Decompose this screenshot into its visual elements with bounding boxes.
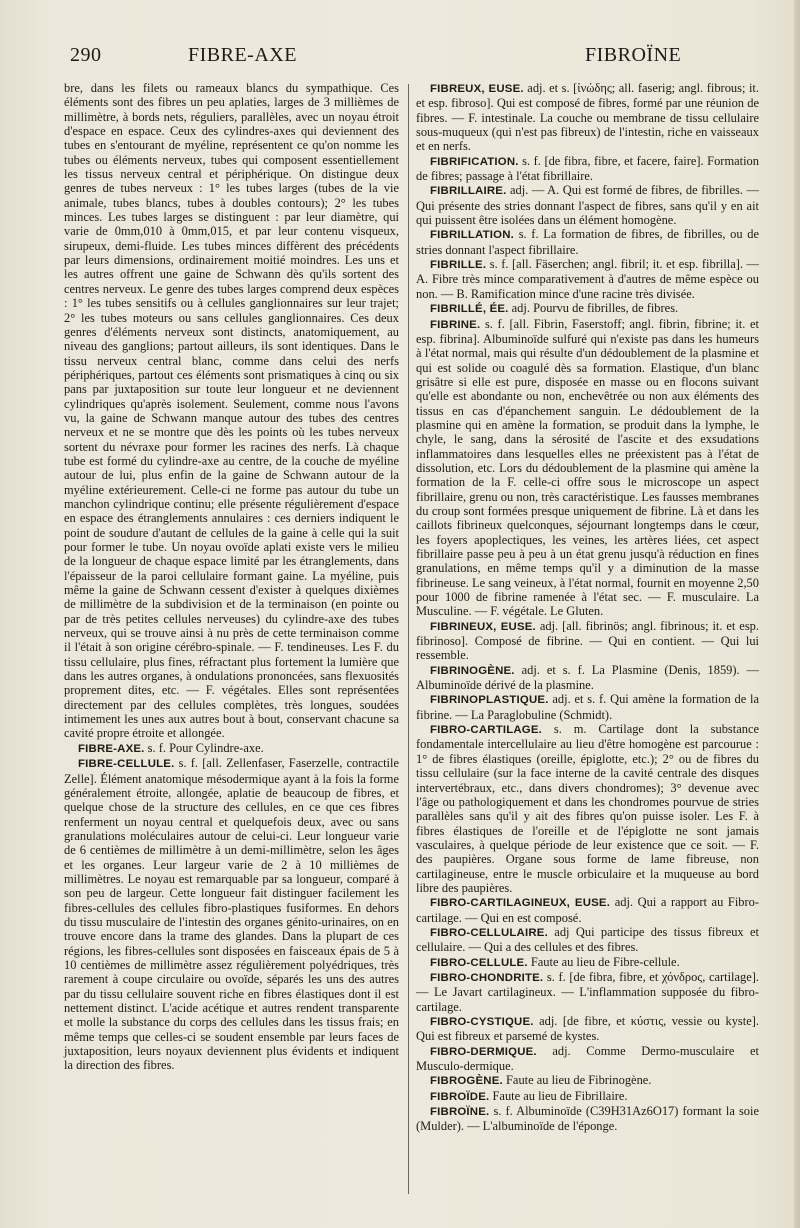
headword: FIBRILLAIRE. (430, 185, 507, 198)
entry-fibrine: FIBRINE. s. f. [all. Fibrin, Faserstoff; angl. fibrin, fibrine; it. et esp. fibrina]. Albuminoïde sulfuré qui n'existe pas dans les humeurs à l'état normal, mais qui résulte d'un dédoublement de la plasmine et qui est solide ou coagulé dès sa formation. Elastique, d'un blanc grisâtre si elle est pure, disposée en masse ou en flocons suivant qu'elle est abondante ou non, enchevêtrée ou non aux éléments des tissus en cas d'épanchement sanguin. Le dédoublement de la plasmine qui en amène la formation, se produit dans la lymphe, le chyle, le sang, dans la sérosité de l'ascite et des exsudations inflammatoires dans lesquelles elles ne préexistent pas à l'état de dissolution, etc. Lors du dédoublement de la plasmine qui amène la formation de la F. celle-ci offre sous le microscope un aspect fibrillaire, grenu ou non, très caractéristique. Les fausses membranes du croup sont formées presque uniquement de fibrine. Là et dans les caillots fibrineux quelconques, séjournant longtemps dans le cœur, les foyers apoplectiques, les veines, les artères liées, cet aspect fibrillaire passe peu à peu à un état grenu jusqu'à réduction en fines granulations, en même temps qu'il y a diminution de la masse fibrineuse. Le sang veineux, à l'état normal, fournit en moyenne 2,50 pour 1000 de fibrine ramenée à l'état sec. — F. musculaire. La Musculine. — F. végétale. Le Gluten. (416, 316, 759, 619)
entry-fibro-cellule: FIBRO-CELLULE. Faute au lieu de Fibre-cellule. (430, 954, 680, 969)
headword: FIBRO-CARTILAGINEUX, EUSE. (430, 897, 611, 910)
headword: FIBRINOPLASTIQUE. (430, 694, 549, 707)
entry-fibro-chondrite: FIBRO-CHONDRITE. s. f. [de fibra, fibre, et χόνδρος, cartilage]. — Le Javart cartilagineux. — L'inflammation supposée du fibro-cartilage. (416, 969, 759, 1014)
headword: FIBRIFICATION. (430, 155, 519, 168)
headword: FIBRE-AXE. (78, 742, 145, 755)
headword: FIBRO-CELLULAIRE. (430, 926, 548, 939)
headword: FIBRO-CELLULE. (430, 956, 528, 969)
entry-fibrille-adj: FIBRILLÉ, ÉE. adj. Pourvu de fibrilles, de fibres. (430, 301, 679, 316)
entry-fibrogene: FIBROGÈNE. Faute au lieu de Fibrinogène. (430, 1073, 652, 1088)
entry-fibro-cartilagineux: FIBRO-CARTILAGINEUX, EUSE. adj. Qui a rapport au Fibro-cartilage. — Qui en est composé. (416, 895, 759, 925)
page-number: 290 (70, 44, 102, 66)
headword: FIBRILLÉ, ÉE. (430, 303, 509, 316)
entry-fibrille: FIBRILLE. s. f. [all. Fäserchen; angl. fibril; it. et esp. fibrilla]. — A. Fibre très mince comparativement à d'autres de même espèce ou non. — B. Ramification mince d'une racine très divisée. (416, 257, 759, 301)
headword: FIBRO-CARTILAGE. (430, 724, 543, 737)
left-column (64, 81, 399, 1073)
headword: FIBROGÈNE. (430, 1075, 503, 1088)
entry-fibrification: FIBRIFICATION. s. f. [de fibra, fibre, et facere, faire]. Formation de fibres; passage à l'état fibrillaire. (416, 153, 759, 184)
headword: FIBRINOGÈNE. (430, 664, 515, 677)
page-edge (794, 0, 800, 1228)
entry-fibro-cartilage: FIBRO-CARTILAGE. s. m. Cartilage dont la substance fondamentale intercellulaire au lieu d'être homogène est parcourue : 1° de fibres élastiques (oreille, épiglotte, etc.); 2° ou de fibres du tissu cellulaire (sur la face interne de la cavité centrale des disques intervertébraux, etc., dans divers chondromes); 3° devenue avec l'âge ou pathologiquement et dans les chondromes pourvue de stries parallèles sans qu'il y ait des fibres qu'on puisse isoler. Les F. à fibres élastiques de l'oreille et de l'épiglotte ne sont jamais vasculaires, à quelque période de leur existence que ce soit. — F. des paupières. Organe sous forme de lame fibreuse, non cartilagineuse, entre le muscle orbiculaire et la muqueuse au bord libre des paupières. (416, 722, 759, 895)
headword: FIBRILLATION. (430, 229, 515, 242)
entry-fibrinogene: FIBRINOGÈNE. adj. et s. f. La Plasmine (Denis, 1859). — Albuminoïde dérivé de la plasmine. (416, 662, 759, 693)
entry-fibrineux: FIBRINEUX, EUSE. adj. [all. fibrinös; angl. fibrinous; it. et esp. fibrinoso]. Composé de fibrine. — Qui en contient. — Qui lui ressemble. (416, 618, 759, 663)
headword: FIBRINE. (430, 318, 481, 331)
page-header (0, 44, 800, 74)
headword: FIBRO-CYSTIQUE. (430, 1016, 534, 1028)
entry-fibrillaire: FIBRILLAIRE. adj. — A. Qui est formé de fibres, de fibrilles. — Qui présente des stries donnant l'aspect de fibres, sans qu'il y en ait qui puissent être isolées dans un élément homogène. (416, 183, 759, 228)
headword: FIBREUX, EUSE. (430, 83, 524, 95)
headword: FIBRO-DERMIQUE. (430, 1045, 537, 1058)
entry-fibro-cellulaire: FIBRO-CELLULAIRE. adj Qui participe des tissus fibreux et cellulaire. — Qui a des cellules et des fibres. (416, 924, 759, 955)
entry-fibroide: FIBROÏDE. Faute au lieu de Fibrillaire. (430, 1088, 628, 1103)
entry-fibre-axe: FIBRE-AXE. s. f. Pour Cylindre-axe. (78, 740, 264, 755)
headword: FIBROÏNE. (430, 1106, 490, 1119)
headword: FIBRILLE. (430, 259, 487, 272)
entry-fibro-cystique: FIBRO-CYSTIQUE. adj. [de fibre, et κύστις, vessie ou kyste]. Qui est fibreux et parsemé de kystes. (416, 1014, 759, 1044)
right-column (416, 81, 759, 1134)
headword: FIBRO-CHONDRITE. (430, 971, 544, 984)
entry-fibrinoplastique: FIBRINOPLASTIQUE. adj. et s. f. Qui amène la formation de la fibrine. — La Paraglobuline (Schmidt). (416, 692, 759, 722)
running-head-right: FIBROÏNE (585, 44, 682, 66)
entry-fibro-dermique: FIBRO-DERMIQUE. adj. Comme Dermo-musculaire et Musculo-dermique. (416, 1043, 759, 1074)
entry-continuation: bre, dans les filets ou rameaux blancs du sympathique. Ces éléments sont des fibres un peu aplaties, larges de 3 millièmes de millimètre, à bords nets, réguliers, parallèles, avec un noyau étroit d'espace en espace. Ceux des cylindres-axes qui deviennent des tubes en s'entourant de myéline, représentent ce qu'on nomme les tubes ou éléments nerveux, tubes qui composent essentiellement les tissus nerveux central et périphérique. On distingue deux genres de tubes nerveux : 1° les tubes larges (tubes de la vie animale, tubes blancs, tubes à doubles contours); 2° les tubes minces. Les tubes larges se distinguent : par leur diamètre, qui varie de 0mm,010 à 0mm,015, et par leur contenu visqueux, sirupeux, demi-fluide. Les tubes minces diffèrent des précédents par leurs dimensions, ordinairement moitié moindres. Les uns et les autres offrent une gaine de Schwann dès qu'ils sortent des centres nerveux. Le genre des tubes larges comprend deux espèces : 1° les tubes sensitifs ou à cellules ganglionnaires sur leur trajet; 2° les tubes moteurs ou sans cellules ganglionnaires. Ces deux genres d'éléments nerveux sont distincts, anatomiquement, au niveau des ganglions; partout ailleurs, ils sont identiques. Dans le tissu nerveux central blanc, comme dans celui des nerfs périphériques, partout ces éléments sont prismatiques à cinq ou six pans par juxtaposition sur toute leur longueur et ne deviennent cylindriques qu'après isolement. Seulement, comme nous l'avons vu, la gaine de Schwann manque autour des tubes des centres nerveux et ne se montre que dès les points où les tubes nerveux sortent du névraxe pour former les racines des nerfs. Là chaque tube est formé du cylindre-axe au centre, de la couche de myéline autour de lui, plus enfin de la gaine de Schwann autour de la myéline extérieurement. Celle-ci ne forme pas autour du tube un manchon cylindrique continu; elle présente régulièrement d'espace en espace des étranglements annulaires : ces derniers indiquent le point de soudure d'autant de cellules de la gaine à celle qui la suit pour former le tube. Un noyau ovoïde aplati existe vers le milieu de la longueur de chaque espace limité par les étranglements, dans l'épaisseur de la paroi cellulaire formant gaine. La myéline, puis même la gaine de Schwann cessent d'exister à quelques dixièmes de millimètre de la subdivision et de la terminaison (en pointe ou par de très petites cellules nerveuses) du cylindre-axe des tubes nerveux, qui se trouve ainsi à nu près de cette terminaison comme il l'était à son origine cérébro-spinale. — F. tendineuses. Les F. du tissu cellulaire, plus fines, réfractant plus fortement la lumière que dans les autres organes, à ondulations prononcées, sans flexuosités proprement dites, etc. — F. végétales. Elles sont représentées directement par des cellules complètes, très longues, soudées intimement les unes aux autres bout à bout, conservant chacune sa cavité propre étroite et allongée. (64, 81, 399, 741)
headword: FIBROÏDE. (430, 1090, 490, 1103)
entry-fibroine: FIBROÏNE. s. f. Albuminoïde (C39H31Az6O17) formant la soie (Mulder). — L'albuminoïde de l'éponge. (416, 1104, 759, 1134)
running-head-left: FIBRE-AXE (188, 44, 297, 66)
headword: FIBRINEUX, EUSE. (430, 620, 536, 633)
headword: FIBRE-CELLULE. (78, 758, 175, 771)
entry-fibre-cellule: FIBRE-CELLULE. s. f. [all. Zellenfaser, Faserzelle, contractile Zelle]. Élément anatomique mésodermique ayant à la fois la forme généralement étroite, allongée, aplatie de beaucoup de fibres, et quelque chose de la structure des cellules, en ce que ces fibres renferment un noyau central et quelquefois deux, avec ou sans granulations moléculaires autour de celui-ci. Leur longueur varie de 6 centièmes de millimètre à un demi-millimètre, selon les âges et les organes. Leur largeur varie de 2 à 10 millièmes de millimètres. Le noyau est remarquable par sa longueur, comparé à son peu de largeur. Cette longueur fait distinguer facilement les fibres-cellules des cellules fibro-plastiques fusiformes. En dehors du tissu musculaire de l'intestin des organes génito-urinaires, on en trouve encore dans la trame des glandes. Dans la plupart de ces régions, les fibres-cellules sont disposées en faisceaux épais de 5 à 10 centièmes de millimètre assez régulièrement polyédriques, très rarement à coupe circulaire ou ovoïde, séparés les uns des autres par du tissu cellulaire souvent riche en fibres élastiques dont il est nettement distinct. L'acide acétique et autres rendent transparente et molle la substance du corps des cellules dans les tissus frais; en même temps que celles-ci se soudent ensemble par leurs faces de juxtaposition, leurs noyaux deviennent plus évidents et indiquent la direction des fibres. (64, 756, 399, 1073)
column-divider (408, 84, 409, 1194)
entry-fibreux: FIBREUX, EUSE. adj. et s. [ἰνώδης; all. faserig; angl. fibrous; it. et esp. fibroso]. Qui est composé de fibres, formé par une réunion de fibres. — F. intestinale. La couche ou membrane de tissu cellulaire sous-muqueux (qui n'est pas fibreux) de l'intestin, riche en vaisseaux et en nerfs. (416, 81, 760, 154)
entry-fibrillation: FIBRILLATION. s. f. La formation de fibres, de fibrilles, ou de stries donnant l'aspect fibrillaire. (416, 227, 759, 257)
